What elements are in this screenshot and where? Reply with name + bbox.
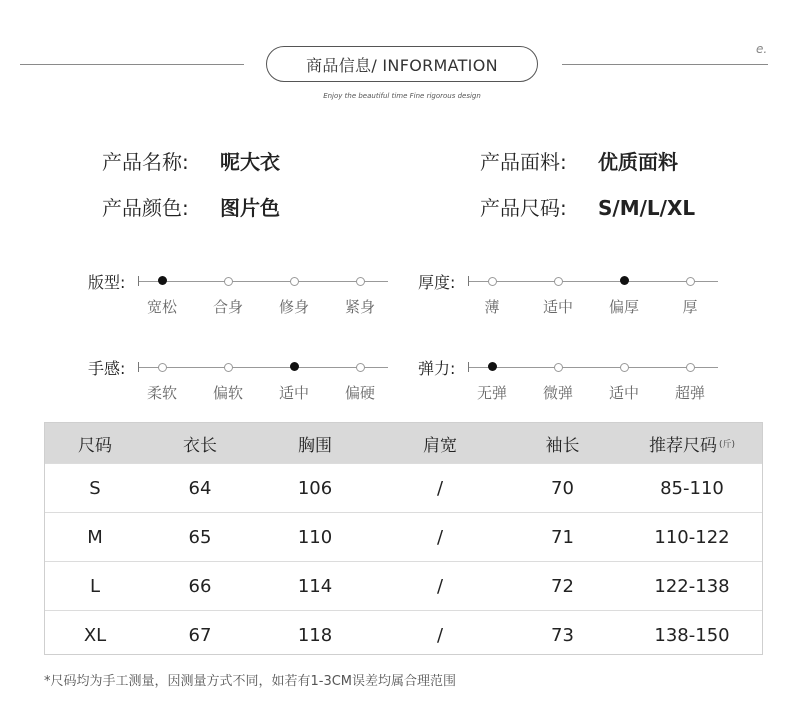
table-row: [45, 463, 762, 512]
scale-dot: [224, 277, 233, 286]
header-unit: (斤): [718, 439, 736, 450]
table-cell: 73: [551, 624, 574, 646]
header-cell-text: 尺码: [78, 435, 112, 456]
size-table: [44, 422, 763, 655]
scale-label: 版型:: [88, 273, 126, 292]
scale-option: 薄: [484, 298, 500, 316]
info-name: [102, 146, 280, 175]
info-name-label: 产品名称:: [102, 150, 189, 174]
scale-axis: [138, 367, 388, 368]
header-cell: [505, 423, 620, 463]
table-header: [45, 423, 762, 463]
table-cell: 71: [551, 526, 574, 548]
scale-option: 无弹: [476, 384, 507, 402]
scale-dot-selected: [620, 276, 629, 285]
scale-option: 偏软: [212, 384, 243, 402]
table-cell: /: [436, 624, 444, 646]
section-title-text: 商品信息/ INFORMATION: [306, 55, 498, 75]
scale-option: 超弹: [674, 384, 705, 402]
scale-dot: [224, 363, 233, 372]
scale-dot: [356, 277, 365, 286]
table-cell: 67: [188, 624, 212, 646]
table-cell: 114: [297, 575, 333, 597]
header-cell-text: 衣长: [183, 435, 217, 456]
scale-axis-start: [468, 362, 469, 372]
scale-option: 厚: [682, 298, 698, 316]
table-row: [45, 512, 762, 561]
info-fabric: [480, 146, 678, 175]
table-cell: L: [89, 575, 101, 597]
info-color-label: 产品颜色:: [102, 196, 189, 220]
measurement-note: *尺码均为手工测量，因测量方式不同，如若有1-3CM误差均属合理范围: [44, 674, 457, 689]
scale-dot-selected: [158, 276, 167, 285]
scale-option: 适中: [542, 298, 573, 316]
scale-axis-start: [138, 362, 139, 372]
scale-dot: [686, 277, 695, 286]
scale-dot: [554, 277, 563, 286]
table-cell: /: [436, 477, 444, 499]
info-fabric-value: 优质面料: [598, 150, 678, 174]
scale-option: 适中: [278, 384, 309, 402]
scale-axis: [138, 281, 388, 282]
scale-dot: [158, 363, 167, 372]
info-size-label: 产品尺码:: [480, 196, 567, 220]
scale-option: 柔软: [146, 384, 177, 402]
scale-dot-selected: [290, 362, 299, 371]
scale-dot: [620, 363, 629, 372]
scale-option: 修身: [278, 298, 309, 316]
scale-label: 弹力:: [418, 359, 456, 378]
table-cell: 122-138: [654, 575, 730, 597]
header-cell: [620, 423, 764, 463]
table-body: [45, 463, 762, 659]
info-size: [480, 192, 695, 221]
table-cell: 106: [297, 477, 333, 499]
header-cell: [375, 423, 505, 463]
scale-dot-selected: [488, 362, 497, 371]
table-cell: XL: [83, 624, 107, 646]
table-row: [45, 561, 762, 610]
scale-dot: [686, 363, 695, 372]
header-cell: [145, 423, 255, 463]
info-color: [102, 192, 280, 221]
header-cell-text: 胸围: [298, 435, 332, 456]
table-cell: 110: [297, 526, 333, 548]
table-cell: /: [436, 526, 444, 548]
corner-mark: e.: [756, 42, 768, 56]
scale-option: 微弹: [542, 384, 573, 402]
scale-option: 偏厚: [608, 298, 639, 316]
scale-dot: [554, 363, 563, 372]
scale-dot: [356, 363, 365, 372]
scale-option: 宽松: [146, 298, 177, 316]
scale-option: 紧身: [344, 298, 375, 316]
header-rule-left: [20, 64, 244, 65]
section-subtitle: Enjoy the beautiful time Fine rigorous design: [323, 92, 481, 100]
table-cell: 64: [188, 477, 212, 499]
info-size-value: S/M/L/XL: [598, 196, 696, 220]
scale-label: 手感:: [88, 359, 126, 378]
header-cell-text: 推荐尺码: [648, 435, 717, 456]
table-cell: M: [87, 526, 103, 548]
header-cell-text: 肩宽: [423, 435, 457, 456]
section-title: [266, 46, 538, 82]
scale-dot: [488, 277, 497, 286]
info-name-value: 呢大衣: [220, 150, 280, 174]
header-rule-right: [562, 64, 768, 65]
scale-axis: [468, 281, 718, 282]
scale-axis-start: [468, 276, 469, 286]
scale-label: 厚度:: [418, 273, 456, 292]
table-cell: 65: [188, 526, 212, 548]
table-cell: 72: [551, 575, 574, 597]
scale-axis-start: [138, 276, 139, 286]
table-cell: 70: [551, 477, 574, 499]
scale-axis: [468, 367, 718, 368]
table-cell: 138-150: [654, 624, 730, 646]
header-cell: [45, 423, 145, 463]
table-row: [45, 610, 762, 659]
table-cell: 110-122: [654, 526, 730, 548]
info-color-value: 图片色: [220, 196, 280, 220]
table-cell: 118: [297, 624, 333, 646]
scale-option: 偏硬: [344, 384, 375, 402]
info-fabric-label: 产品面料:: [480, 150, 567, 174]
table-cell: /: [436, 575, 444, 597]
header-cell: [255, 423, 375, 463]
table-cell: 66: [188, 575, 212, 597]
table-cell: 85-110: [660, 477, 724, 499]
table-cell: S: [89, 477, 101, 499]
scale-option: 适中: [608, 384, 639, 402]
scale-option: 合身: [212, 298, 243, 316]
header-cell-text: 袖长: [545, 435, 580, 456]
scale-dot: [290, 277, 299, 286]
